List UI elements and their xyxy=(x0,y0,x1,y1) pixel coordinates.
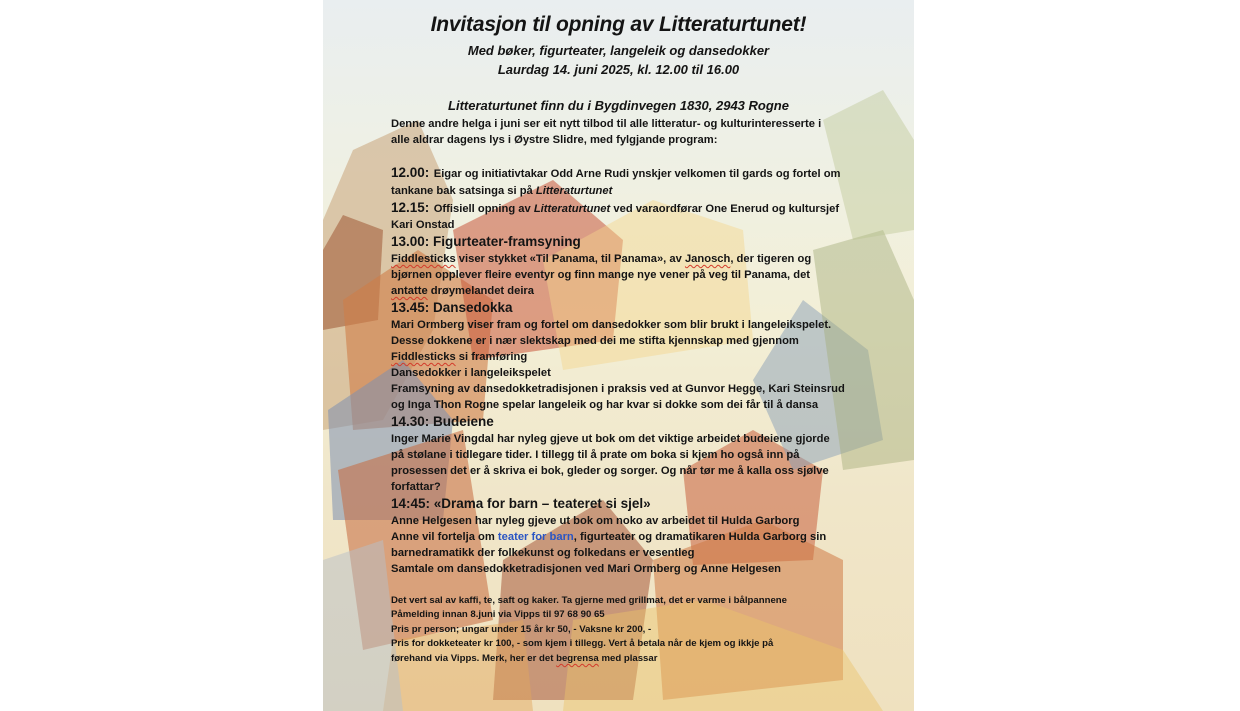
footer-line-2: Påmelding innan 8.juni via Vipps til 97 68 90 65 xyxy=(391,609,605,620)
footer-line-4: Pris for dokketeater kr 100, - som kjem i tillegg. Vert å betala når de kjem og ikkje på xyxy=(391,638,774,649)
text-1430-line-1: Inger Marie Vingdal har nyleg gjeve ut bok om det viktige arbeidet budeiene gjorde xyxy=(391,433,830,445)
poster-subtitle: Med bøker, figurteater, langeleik og dansedokker xyxy=(467,43,770,58)
text-1300-line-3: antatte drøymelandet deira xyxy=(391,285,535,297)
text-1345-line-1: Mari Ormberg viser fram og fortel om dansedokker som blir brukt i langeleikspelet. xyxy=(391,319,832,331)
intro-line-1: Denne andre helga i juni ser eit nytt tilbod til alle litteratur- og kulturinteresserte i xyxy=(391,118,822,130)
text-1300-line-1: Fiddlesticks viser stykket «Til Panama, til Panama», av Janosch, der tigeren og xyxy=(391,253,812,265)
heading-1445: 14:45: «Drama for barn – teateret si sjel» xyxy=(391,496,651,511)
invitation-poster xyxy=(323,0,914,711)
text-1430-line-4: forfattar? xyxy=(391,481,441,493)
text-1445-line-2: Anne vil fortelja om teater for barn, figurteater og dramatikaren Hulda Garborg sin xyxy=(391,531,827,543)
text-1345-line-3: Fiddlesticks si framføring xyxy=(391,351,528,363)
text-1345-line-4: Dansedokker i langeleikspelet xyxy=(391,367,551,379)
text-1345-line-6: og Inga Thon Rogne spelar langeleik og har kvar si dokke som dei får til å dansa xyxy=(391,399,819,411)
footer-line-3: Pris pr person; ungar under 15 år kr 50, - Vaksne kr 200, - xyxy=(391,624,652,635)
text-1345-line-2: Desse dokkene er i nær slektskap med dei me stifta kjennskap med gjennom xyxy=(391,335,799,347)
event-date: Laurdag 14. juni 2025, kl. 12.00 til 16.00 xyxy=(497,62,740,77)
text-1430-line-2: på stølane i tidlegare tider. I tillegg til å prate om boka si kjem ho også inn på xyxy=(391,449,800,461)
text-1200-line-1: Eigar og initiativtakar Odd Arne Rudi ynskjer velkomen til gards og fortel om xyxy=(433,168,841,180)
text-1215-line-2: Kari Onstad xyxy=(391,219,455,231)
text-1215-line-1: Offisiell opning av Litteraturtunet ved varaordførar One Enerud og kultursjef xyxy=(433,203,840,215)
time-1200: 12.00: xyxy=(391,165,430,180)
heading-1300: 13.00: Figurteater-framsyning xyxy=(391,234,581,249)
poster-title: Invitasjon til opning av Litteraturtunet! xyxy=(430,13,807,36)
program-1200 xyxy=(391,164,841,182)
footer-line-1: Det vert sal av kaffi, te, saft og kaker. Ta gjerne med grillmat, det er varme i bålpannene xyxy=(391,595,787,606)
text-1445-line-1: Anne Helgesen har nyleg gjeve ut bok om noko av arbeidet til Hulda Garborg xyxy=(391,515,800,527)
heading-1430: 14.30: Budeiene xyxy=(391,414,494,429)
text-1300-line-2: bjørnen opplever fleire eventyr og finn mange nye vener på veg til Panama, det xyxy=(391,269,811,281)
text-1430-line-3: prosessen det er å skriva ei bok, gleder og sorger. Og når tør me å kalla oss sjølve xyxy=(391,465,829,477)
time-1215: 12.15: xyxy=(391,200,430,215)
heading-1345: 13.45: Dansedokka xyxy=(391,300,513,315)
text-1445-line-3: barnedramatikk der folkekunst og folkedans er vesentleg xyxy=(391,547,695,559)
footer-line-5: førehand via Vipps. Merk, her er det begrensa med plassar xyxy=(391,653,658,664)
intro-line-2: alle aldrar dagens lys i Øystre Slidre, med fylgjande program: xyxy=(391,134,718,146)
text-1345-line-5: Framsyning av dansedokketradisjonen i praksis ved at Gunvor Hegge, Kari Steinsrud xyxy=(391,383,845,395)
event-location: Litteraturtunet finn du i Bygdinvegen 1830, 2943 Rogne xyxy=(448,98,789,113)
text-1200-line-2: tankane bak satsinga si på Litteraturtunet xyxy=(391,185,613,197)
text-1445-line-4: Samtale om dansedokketradisjonen ved Mari Ormberg og Anne Helgesen xyxy=(391,563,782,575)
program-1215 xyxy=(391,199,839,217)
